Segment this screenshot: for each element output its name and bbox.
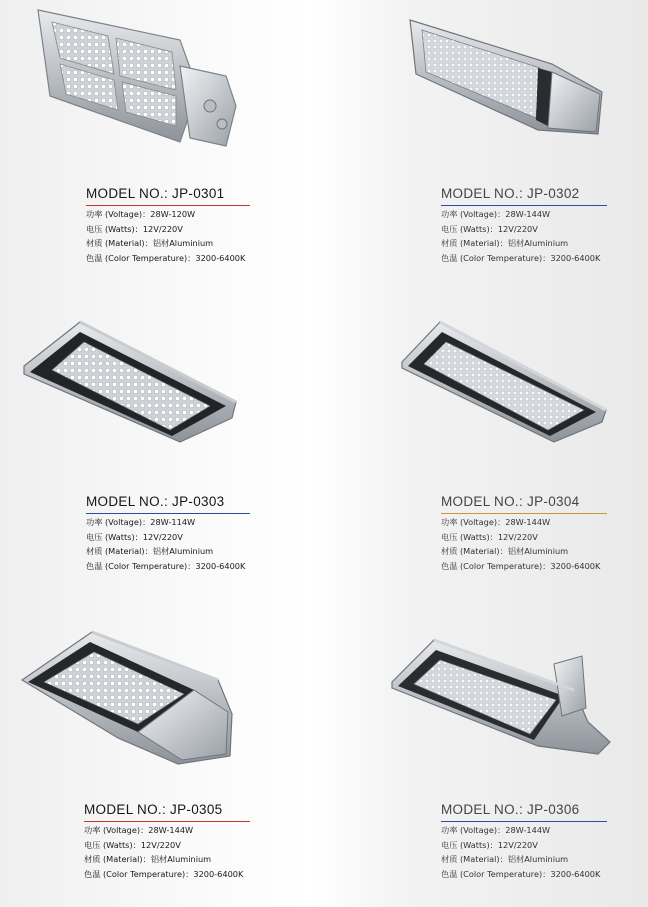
spec-power: 功率 (Voltage)：28W-144W xyxy=(441,517,551,527)
spec-color-temperature: 色温 (Color Temperature)：3200-6400K xyxy=(441,868,601,879)
street-light-jp-0306-image xyxy=(388,636,618,756)
spec-voltage: 电压 (Watts)：12V/220V xyxy=(86,531,183,542)
model-number: MODEL NO.: JP-0303 xyxy=(86,494,225,509)
model-number: MODEL NO.: JP-0305 xyxy=(84,802,223,817)
spec-voltage: 电压 (Watts)：12V/220V xyxy=(441,223,538,234)
title-underline xyxy=(84,821,250,822)
spec-voltage: 电压 (Watts)：12V/220V xyxy=(86,223,183,234)
title-underline xyxy=(441,513,607,514)
street-light-jp-0305-image xyxy=(18,624,240,766)
spec-color-temperature: 色温 (Color Temperature)：3200-6400K xyxy=(84,868,244,879)
spec-material: 材质 (Material)：铝材Aluminium xyxy=(441,854,569,864)
spec-list xyxy=(441,515,600,573)
title-underline xyxy=(86,205,250,206)
spec-material: 材质 (Material)：铝材Aluminium xyxy=(86,546,214,556)
spec-voltage: 电压 (Watts)：12V/220V xyxy=(84,839,181,850)
street-light-jp-0304-image xyxy=(398,318,610,446)
spec-power: 功率 (Voltage)：28W-114W xyxy=(86,517,196,527)
title-underline xyxy=(441,821,607,822)
street-light-jp-0303-image xyxy=(20,318,240,448)
model-number: MODEL NO.: JP-0306 xyxy=(441,802,580,817)
spec-color-temperature: 色温 (Color Temperature)：3200-6400K xyxy=(441,252,601,263)
spec-material: 材质 (Material)：铝材Aluminium xyxy=(441,238,569,248)
spec-list xyxy=(86,515,245,573)
model-number: MODEL NO.: JP-0304 xyxy=(441,494,580,509)
model-number: MODEL NO.: JP-0301 xyxy=(86,186,225,201)
spec-list xyxy=(441,207,600,265)
spec-list xyxy=(84,823,243,881)
model-number: MODEL NO.: JP-0302 xyxy=(441,186,580,201)
spec-voltage: 电压 (Watts)：12V/220V xyxy=(441,531,538,542)
spec-color-temperature: 色温 (Color Temperature)：3200-6400K xyxy=(441,560,601,571)
title-underline xyxy=(86,513,250,514)
spec-voltage: 电压 (Watts)：12V/220V xyxy=(441,839,538,850)
street-light-jp-0302-image xyxy=(402,14,608,144)
spec-list xyxy=(441,823,600,881)
spec-power: 功率 (Voltage)：28W-144W xyxy=(441,209,551,219)
spec-material: 材质 (Material)：铝材Aluminium xyxy=(441,546,569,556)
spec-color-temperature: 色温 (Color Temperature)：3200-6400K xyxy=(86,560,246,571)
spec-power: 功率 (Voltage)：28W-144W xyxy=(84,825,194,835)
spec-material: 材质 (Material)：铝材Aluminium xyxy=(86,238,214,248)
spec-power: 功率 (Voltage)：28W-144W xyxy=(441,825,551,835)
spec-material: 材质 (Material)：铝材Aluminium xyxy=(84,854,212,864)
street-light-jp-0301-image xyxy=(30,6,245,156)
spec-color-temperature: 色温 (Color Temperature)：3200-6400K xyxy=(86,252,246,263)
spec-power: 功率 (Voltage)：28W-120W xyxy=(86,209,196,219)
title-underline xyxy=(441,205,607,206)
spec-list xyxy=(86,207,245,265)
